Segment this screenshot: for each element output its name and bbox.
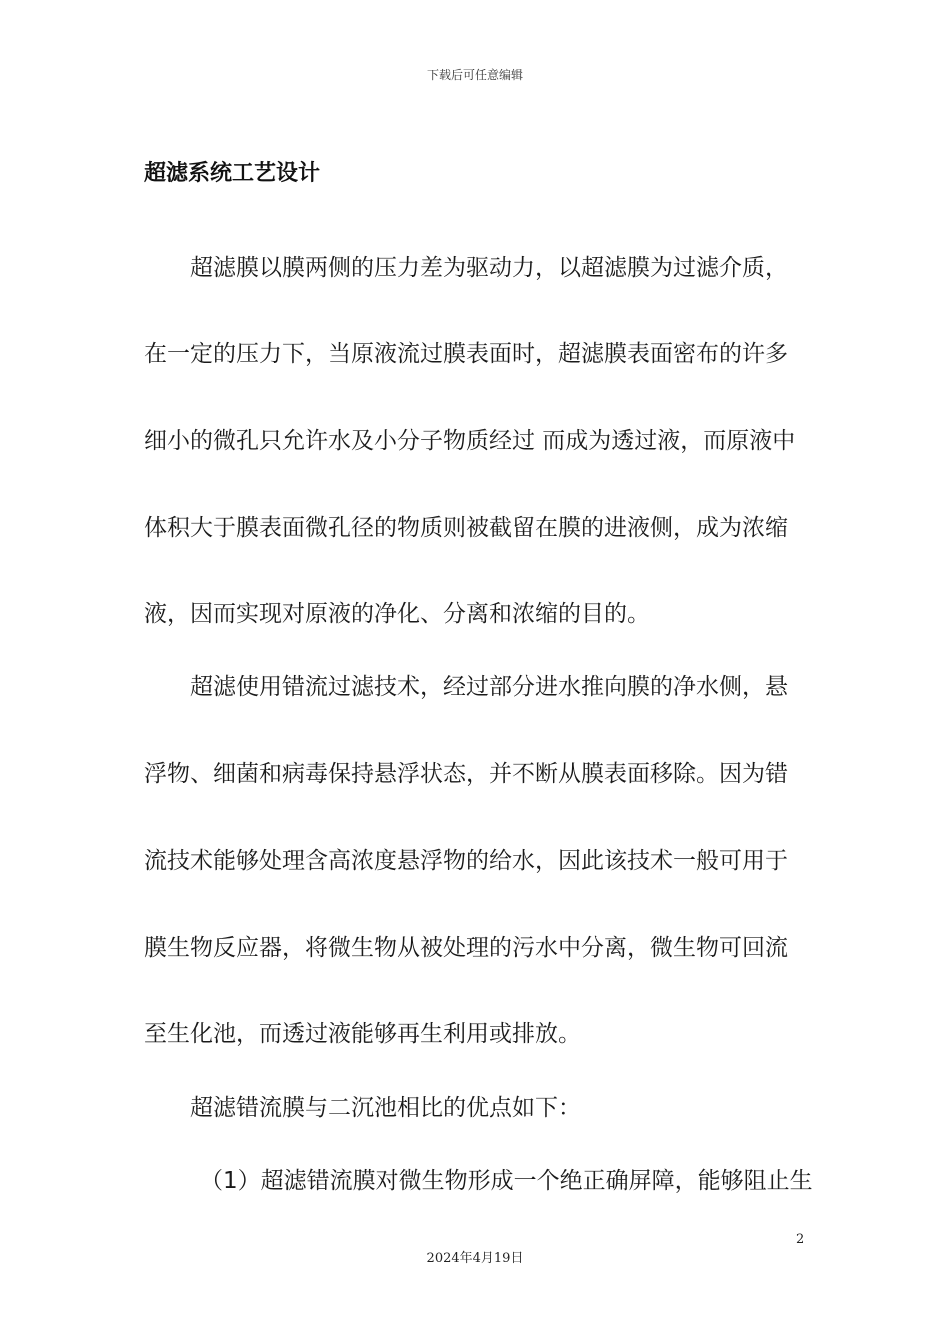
paragraph-1-line-1: 超滤膜以膜两侧的压力差为驱动力，以超滤膜为过滤介质，	[190, 255, 788, 281]
paragraph-2-line-2: 浮物、细菌和病毒保持悬浮状态，并不断从膜表面移除。因为错	[144, 761, 788, 787]
paragraph-2-line-5: 至生化池，而透过液能够再生利用或排放。	[144, 1021, 581, 1047]
list-item-1-line-1: （1）超滤错流膜对微生物形成一个绝正确屏障，能够阻止生	[200, 1168, 813, 1194]
header-note: 下载后可任意编辑	[426, 68, 523, 82]
footer-date: 2024年4月19日	[426, 1251, 524, 1266]
paragraph-3-line-1: 超滤错流膜与二沉池相比的优点如下：	[190, 1095, 581, 1121]
paragraph-1-line-3: 细小的微孔只允许水及小分子物质经过 而成为透过液，而原液中	[144, 428, 796, 454]
paragraph-2-line-1: 超滤使用错流过滤技术，经过部分进水推向膜的净水侧，悬	[190, 674, 788, 700]
document-title: 超滤系统工艺设计	[144, 161, 321, 186]
paragraph-2-line-4: 膜生物反应器，将微生物从被处理的污水中分离，微生物可回流	[144, 935, 788, 961]
paragraph-1-line-2: 在一定的压力下，当原液流过膜表面时，超滤膜表面密布的许多	[144, 341, 788, 367]
paragraph-2-line-3: 流技术能够处理含高浓度悬浮物的给水，因此该技术一般可用于	[144, 848, 788, 874]
paragraph-1-line-4: 体积大于膜表面微孔径的物质则被截留在膜的进液侧，成为浓缩	[144, 515, 788, 541]
paragraph-1-line-5: 液，因而实现对原液的净化、分离和浓缩的目的。	[144, 601, 650, 627]
page-number: 2	[796, 1232, 805, 1247]
